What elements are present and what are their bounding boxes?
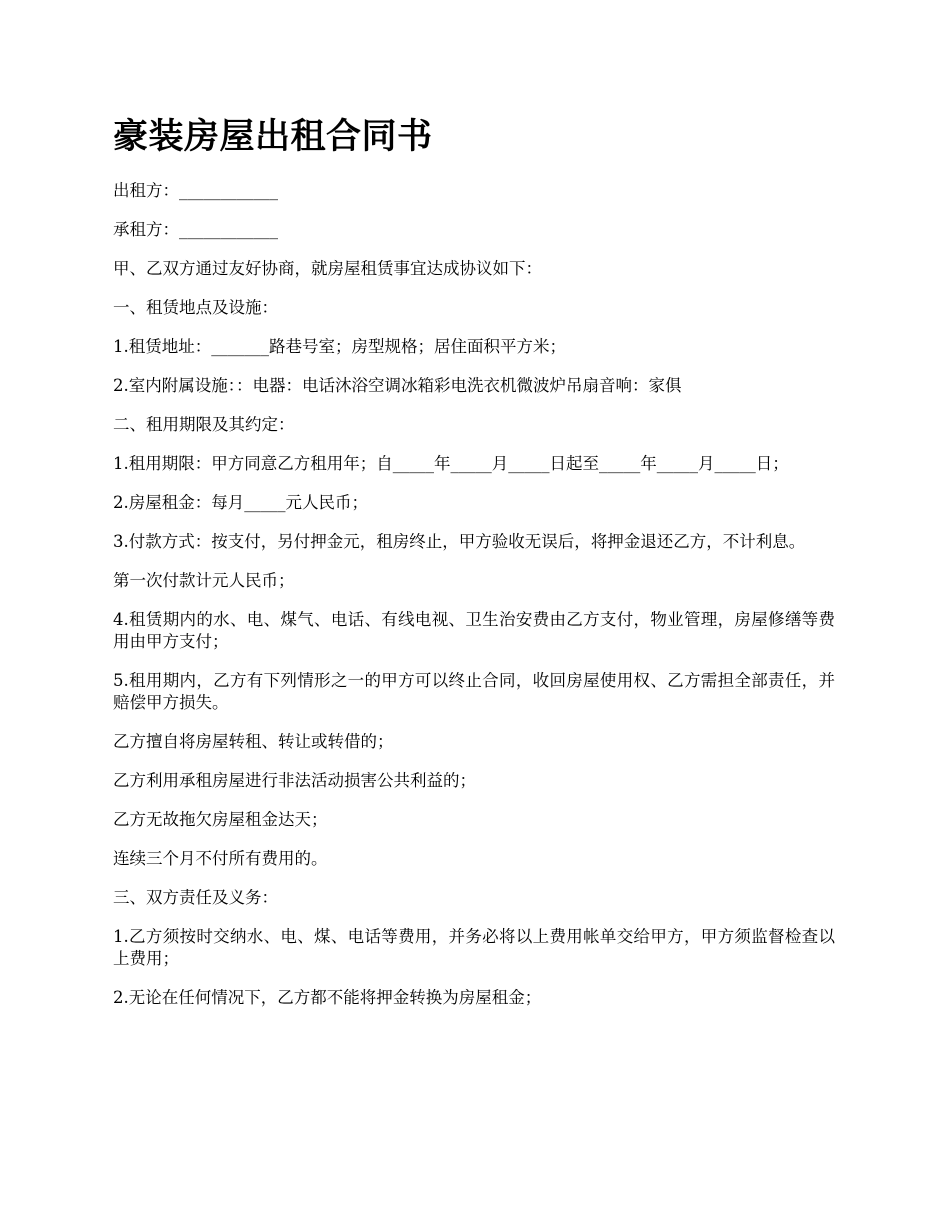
clause-2-4: 4.租赁期内的水、电、煤气、电话、有线电视、卫生治安费由乙方支付，物业管理，房屋修缮等费用由甲方支付； [113,610,835,651]
clause-3-1: 1.乙方须按时交纳水、电、煤、电话等费用，并务必将以上费用帐单交给甲方，甲方须监督检查以上费用； [113,927,835,968]
document-page [113,112,835,1026]
termination-case-3: 乙方无故拖欠房屋租金达天； [113,810,328,829]
first-payment-line: 第一次付款计元人民币； [113,571,295,590]
clause-1-2: 2.室内附属设施：：电器：电话沐浴空调冰箱彩电洗衣机微波炉吊扇音响：家俱 [113,376,682,395]
intro-paragraph: 甲、乙双方通过友好协商，就房屋租赁事宜达成协议如下： [113,259,542,278]
clause-1-1: 1.租赁地址：_______路巷号室；房型规格；居住面积平方米； [113,337,566,356]
termination-case-1: 乙方擅自将房屋转租、转让或转借的； [113,732,394,751]
termination-case-2: 乙方利用承租房屋进行非法活动损害公共利益的； [113,771,476,790]
clause-2-5: 5.租用期内，乙方有下列情形之一的甲方可以终止合同，收回房屋使用权、乙方需担全部责任，并赔偿甲方损失。 [113,671,835,712]
section-heading-3: 三、双方责任及义务： [113,888,278,907]
termination-case-4: 连续三个月不付所有费用的。 [113,849,328,868]
lessee-line: 承租方：____________ [113,220,278,239]
clause-2-3: 3.付款方式：按支付，另付押金元，租房终止，甲方验收无误后，将押金退还乙方，不计利息。 [113,532,806,551]
lessor-line: 出租方：____________ [113,181,278,200]
section-heading-1: 一、租赁地点及设施： [113,298,278,317]
clause-2-1: 1.租用期限：甲方同意乙方租用年；自_____年_____月_____日起至_____年_____月_____日； [113,454,789,473]
section-heading-2: 二、租用期限及其约定： [113,415,295,434]
clause-2-2: 2.房屋租金：每月_____元人民币； [113,493,368,512]
clause-3-2: 2.无论在任何情况下，乙方都不能将押金转换为房屋租金； [113,988,542,1007]
document-title: 豪装房屋出租合同书 [113,117,433,157]
